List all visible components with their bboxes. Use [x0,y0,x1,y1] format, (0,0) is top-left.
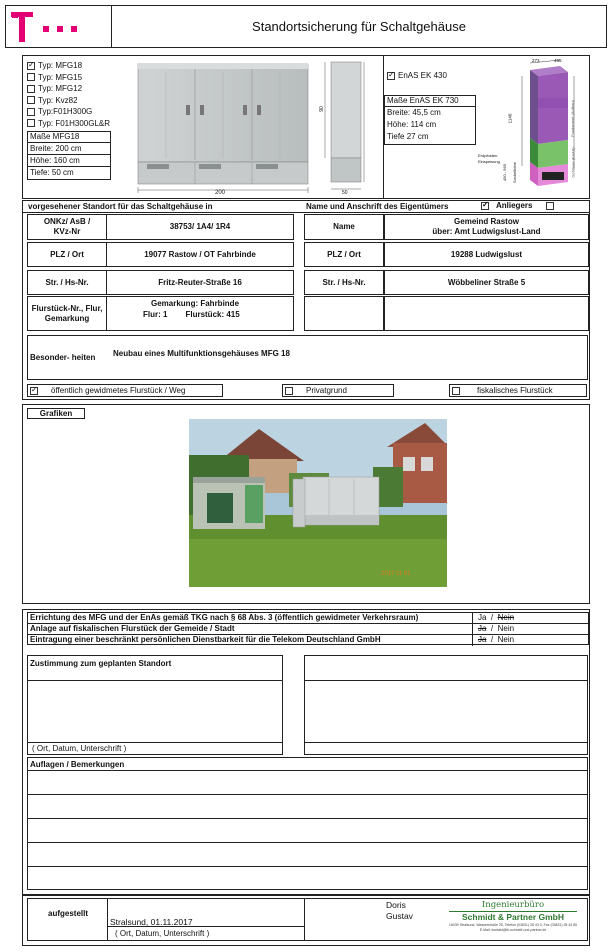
plz-value: 19077 Rastow / OT Fahrbinde [106,242,294,267]
mfg-cabinet-drawing [135,60,315,198]
checkbox[interactable] [27,62,35,70]
enas-sockel-label: Sockelhöhe [511,162,517,183]
enas-top-dim-2: 455 [554,58,562,63]
besonderheiten-box [27,335,588,380]
enas-height-dim: 1140 [507,113,513,124]
condition-3-text: Eintragung einer beschränkt persönlichen Dienstbarkeit für die Telekom Deutschland GmbH [30,635,381,644]
checkbox[interactable] [387,72,395,80]
checkbox[interactable] [30,387,38,395]
enas-label-erdpfosten: Erdpfosten [478,153,498,158]
owner-header: Name und Anschrift des Eigentümers [306,202,449,211]
grafiken-tab: Grafiken [27,408,85,419]
condition-1-text: Errichtung des MFG und der EnAs gemäß TKG nach § 68 Abs. 3 (öffentlich gewidmeter Verkehrsraum) [30,613,419,622]
dims-breite: Breite: 200 cm [28,143,110,155]
mfg-dimensions-table [27,131,111,180]
owner-name-label: Name [304,214,384,240]
checkbox[interactable] [27,119,35,127]
ground-option-fiscal[interactable]: fiskalisches Flurstück [449,384,587,397]
enas-dimensions-table: Maße EnAS EK 730 Breite: 45,5 cm Höhe: 114 cm Tiefe 27 cm [384,95,476,145]
auflagen-table: Auflagen / Bemerkungen [27,757,588,890]
owner-empty-2 [384,296,589,331]
onkz-value: 38753/ 1A4/ 1R4 [106,214,294,240]
type-option-f01h300g[interactable]: Typ:F01H300G [27,106,110,118]
checkbox[interactable] [27,73,35,81]
enas-label-einspeisung: Einspeisung [478,159,500,164]
dims-hoehe: Höhe: 160 cm [28,155,110,167]
besonderheiten-label: Besonder- heiten [30,353,96,362]
anliegers-option[interactable]: ✓ Anliegers [481,201,557,210]
telekom-logo [11,10,81,44]
str-label: Str. / Hs-Nr. [27,270,107,295]
signatory-last: Gustav [386,911,413,921]
checkbox[interactable] [27,108,35,116]
condition-2-answer: Ja / Nein [478,624,515,633]
ground-option-public[interactable]: ✓öffentlich gewidmetes Flurstück / Weg [27,384,223,397]
plz-label: PLZ / Ort [27,242,107,267]
flur-value: Gemarkung: Fahrbinde Flur: 1 Flurstück: 415 [106,296,294,331]
footer-ort-datum: Stralsund, 01.11.2017 [110,917,193,927]
ground-option-private[interactable]: Privatgrund [282,384,394,397]
enas-drawing [476,58,588,198]
photo-date-stamp: 2017 11 01 [381,571,411,577]
company-stamp: Ingenieurbüro Schmidt & Partner GmbH 18439 Stralsund, Wasserstraße 25, Telefon (03831) 28 43 0, Fax (03831) 28 43 85 E-Mail: kontakt@ib-schmidt-und-partner.de [448,900,578,932]
checkbox-2[interactable] [546,202,554,210]
checkbox[interactable] [27,85,35,93]
zustimmung-box: Zustimmung zum geplanten Standort ( Ort, Datum, Unterschrift ) [27,655,283,755]
type-option-mfg18[interactable]: ✓Typ: MFG18 [27,60,110,72]
condition-2-text: Anlage auf fiskalischen Flurstück der Gemeide / Stadt [30,624,235,633]
dims-tiefe: Tiefe: 50 cm [30,168,74,177]
enas-top-dim-1: 273 [532,58,540,63]
footer-ort-datum-label: ( Ort, Datum, Unterschrift ) [115,929,210,938]
owner-plz-value: 19288 Ludwigslust [384,242,589,267]
side-height-label: 90 [318,106,325,112]
condition-1-answer: Ja / Nein [478,613,515,622]
aufgestellt-label: aufgestellt [48,909,89,918]
type-option-mfg15[interactable]: Typ: MFG15 [27,72,110,84]
onkz-label: ONKz/ AsB / KVz-Nr [27,214,107,240]
type-option-f01h300glr[interactable]: Typ: F01H300GL&R [27,118,110,130]
mfg-side-drawing [318,58,368,198]
location-header: vorgesehener Standort für das Schaltgehäuse in [28,202,213,211]
checkbox[interactable] [452,387,460,395]
type-list [27,60,110,129]
type-option-mfg12[interactable]: Typ: MFG12 [27,83,110,95]
checkbox[interactable] [481,202,489,210]
str-value: Fritz-Reuter-Straße 16 [106,270,294,295]
enas-right-label-2: Gehäuse (EnAS) [570,147,576,178]
besonderheiten-value: Neubau eines Multifunktionsgehäuses MFG 18 [113,349,290,358]
owner-name-value: Gemeind Rastow über: Amt Ludwigslust-Land [384,214,589,240]
page-title: Standortsicherung für Schaltgehäuse [252,19,466,34]
enas-sockel-dim: 450 - 560 [501,164,507,181]
type-option-kvz82[interactable]: Typ: Kvz82 [27,95,110,107]
dims-title: Maße MFG18 [28,132,110,143]
signatory-first: Doris [386,900,406,910]
condition-3-answer: Ja / Nein [478,635,515,644]
checkbox[interactable] [285,387,293,395]
enas-option[interactable]: ✓EnAS EK 430 [387,71,447,80]
owner-str-value: Wöbbeliner Straße 5 [384,270,589,295]
owner-empty-1 [304,296,384,331]
side-depth-label: 50 [342,190,348,196]
cabinet-width-label: 200 [215,190,226,196]
site-photo [189,419,447,587]
checkbox[interactable] [27,96,35,104]
zustimmung-box-right [304,655,588,755]
flur-label: Flurstück-Nr., Flur, Gemarkung [27,296,107,331]
owner-plz-label: PLZ / Ort [304,242,384,267]
owner-str-label: Str. / Hs-Nr. [304,270,384,295]
enas-right-label: Fundament (Aufbau) [569,100,575,137]
conditions-table [27,612,589,645]
